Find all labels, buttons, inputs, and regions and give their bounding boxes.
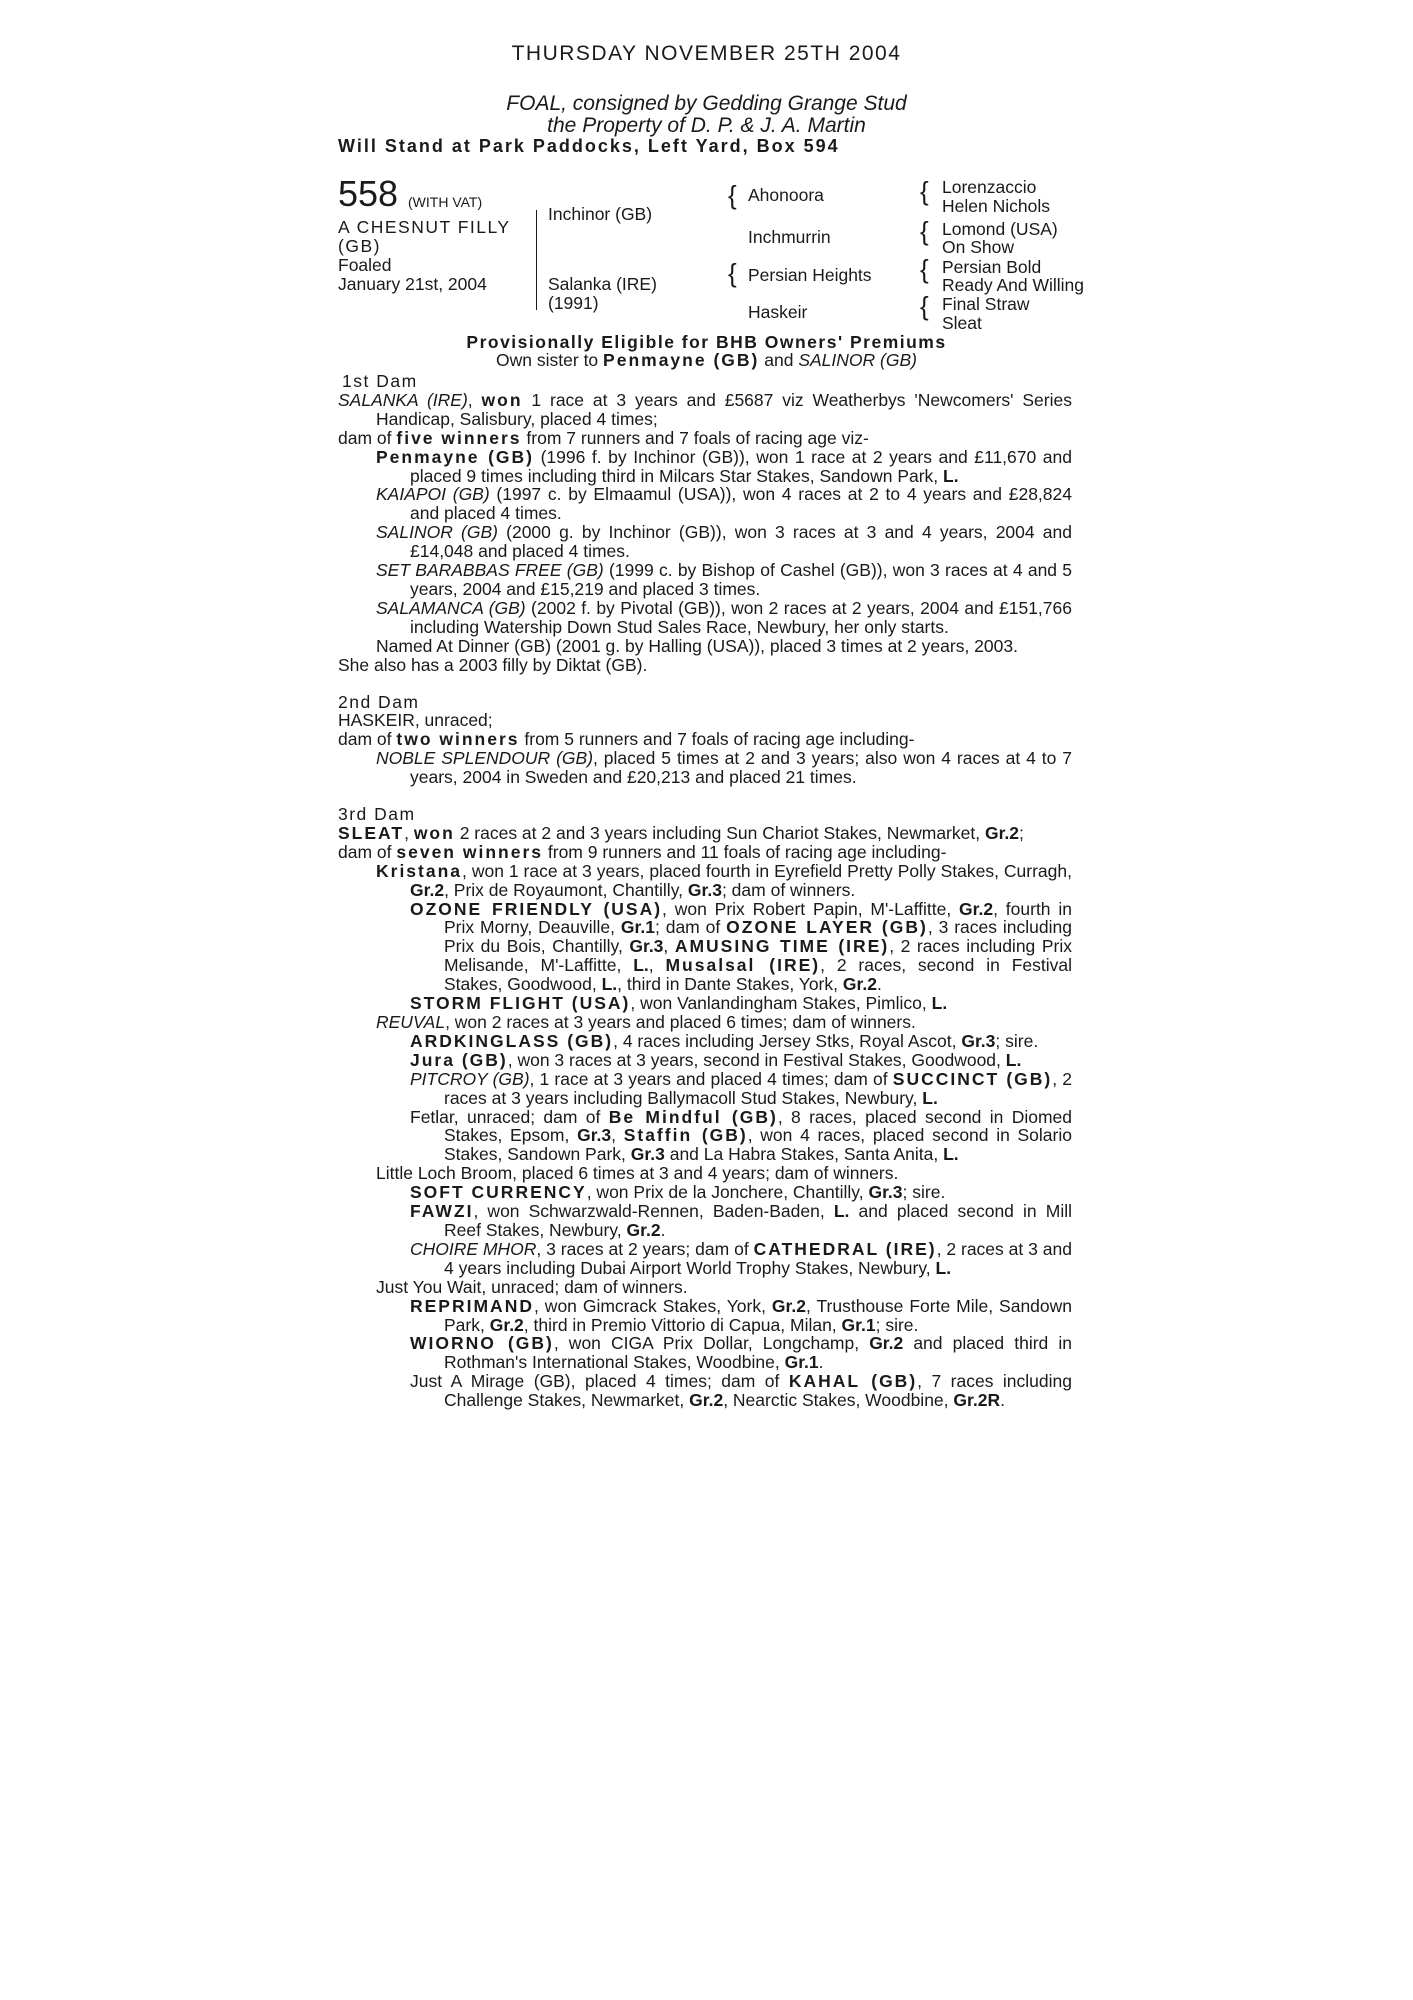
grade-mark: Gr.2 (869, 1333, 904, 1354)
produce-record: , 3 races at 2 years; dam of (536, 1238, 749, 1259)
produce-reprimand (338, 1297, 1072, 1335)
pedigree-dam: Salanka (IRE) (548, 274, 657, 294)
produce-penmayne (338, 448, 1072, 486)
produce-record: (1996 f. by Inchinor (GB)), won 1 race at 2 years and £11,670 and placed 9 times including third in Milcars Star Stakes, Sandown Park, (410, 446, 1072, 486)
first-dam-won: won (481, 389, 523, 410)
pedigree-brace-g2: { (920, 216, 929, 246)
produce-also: She also has a 2003 filly by Diktat (GB). (338, 654, 648, 675)
grade-mark: Gr.3 (577, 1125, 612, 1146)
consignor-line: FOAL, consigned by Gedding Grange Stud (506, 92, 907, 115)
produce-record: , won Prix de la Jonchere, Chantilly, (586, 1182, 864, 1203)
listed-mark: L. (601, 974, 618, 995)
produce-name: SUCCINCT (GB) (892, 1068, 1053, 1089)
listed-mark: L. (1005, 1049, 1022, 1070)
sister-prefix: Own sister to (496, 350, 599, 370)
third-dam-record: 2 races at 2 and 3 years including Sun Chariot Stakes, Newmarket, (459, 822, 981, 843)
grade-mark: Gr.2R (953, 1390, 1001, 1411)
produce-just-you-wait: Just You Wait, unraced; dam of winners. (376, 1276, 688, 1297)
listed-mark: L. (943, 465, 959, 486)
grade-mark: Gr.3 (629, 936, 664, 957)
produce-record: , won Vanlandingham Stakes, Pimlico, (630, 993, 927, 1014)
second-dam-intro: HASKEIR, unraced; (338, 710, 493, 731)
location-line: Will Stand at Park Paddocks, Left Yard, Box 594 (338, 136, 840, 156)
third-dam-name: SLEAT (338, 822, 405, 843)
produce-record: , Prix de Royaumont, Chantilly, (444, 879, 684, 900)
dam-of-text: from 5 runners and 7 foals of racing age including- (524, 729, 915, 750)
dam-of-text: from 7 runners and 7 foals of racing age viz- (526, 427, 869, 448)
produce-salamanca (338, 599, 1072, 637)
grade-mark: Gr.2 (689, 1390, 724, 1411)
produce-record: ; sire. (995, 1030, 1039, 1051)
produce-choire-mhor (338, 1240, 1072, 1278)
lot-number: 558 (338, 173, 399, 214)
dam-of-label: dam of (338, 841, 392, 862)
pedigree-dam-year: (1991) (548, 293, 599, 313)
produce-name: Jura (GB) (410, 1049, 508, 1070)
dam-of-label: dam of (338, 729, 392, 750)
produce-name: AMUSING TIME (IRE) (674, 936, 890, 957)
produce-name: OZONE FRIENDLY (USA) (410, 898, 663, 919)
lot-sex-colour: A CHESNUT FILLY (338, 217, 511, 237)
pedigree-bracket-gen1 (536, 210, 537, 310)
produce-soft-currency (338, 1183, 1072, 1202)
pedigree-dam-sire: Persian Heights (748, 265, 872, 285)
pedigree-g8: Sleat (942, 313, 982, 333)
third-dam-heading: 3rd Dam (338, 804, 416, 825)
sale-date: THURSDAY NOVEMBER 25TH 2004 (511, 42, 902, 65)
produce-record: and placed second in Mill Reef Stakes, Newbury, (444, 1201, 1072, 1240)
foaled-date: January 21st, 2004 (338, 274, 487, 294)
dam-sections (338, 372, 1072, 1410)
produce-record: , won Gimcrack Stakes, York, (533, 1295, 766, 1316)
produce-record: , 2 races at 3 and 4 years including Dubai Airport World Trophy Stakes, Newbury, (444, 1238, 1072, 1278)
produce-name: NOBLE SPLENDOUR (GB) (376, 748, 594, 769)
property-line: the Property of D. P. & J. A. Martin (547, 114, 866, 137)
produce-record: , 7 races including Challenge Stakes, Newmarket, (444, 1371, 1072, 1411)
produce-little-loch-broom: Little Loch Broom, placed 6 times at 3 and 4 years; dam of winners. (376, 1163, 899, 1184)
grade-mark: Gr.1 (784, 1352, 819, 1373)
grade-mark: Gr.2 (489, 1314, 524, 1335)
produce-name: WIORNO (GB) (410, 1333, 554, 1354)
pedigree-g7: Final Straw (942, 294, 1030, 314)
produce-name: KAHAL (GB) (788, 1371, 918, 1392)
pedigree-brace-sire: { (728, 180, 737, 210)
produce-record: , 1 race at 3 years and placed 4 times; dam of (529, 1068, 888, 1089)
own-sister-line (0, 350, 1413, 371)
first-dam-produce-summary (338, 429, 1072, 448)
produce-record: , 3 races including Prix du Bois, Chantilly, (444, 917, 1072, 957)
produce-record: , won Prix Robert Papin, M'-Laffitte, (662, 898, 952, 919)
produce-record: , won 3 races at 3 years, second in Festival Stakes, Goodwood, (507, 1049, 1001, 1070)
produce-record: ; sire. (875, 1314, 919, 1335)
winners-count: five winners (396, 427, 522, 448)
produce-record: , third in Dante Stakes, York, (617, 974, 838, 995)
produce-name: SALAMANCA (GB) (376, 597, 526, 618)
pedigree-g2: Helen Nichols (942, 196, 1050, 216)
second-dam-produce-summary (338, 730, 1072, 749)
pedigree-g6: Ready And Willing (942, 275, 1085, 295)
lot-vat: (WITH VAT) (408, 194, 483, 210)
pedigree-g4: On Show (942, 237, 1014, 257)
grade-mark: Gr.3 (868, 1182, 903, 1203)
listed-mark: L. (633, 955, 649, 976)
produce-name: CATHEDRAL (IRE) (753, 1238, 937, 1259)
produce-just-a-mirage: Just A Mirage (GB), placed 4 times; dam of KAHAL (GB), 7 races including Challenge Stakes, Newmarket, Gr.2, Nearctic Stakes, Woodbine, Gr.2R. (410, 1371, 1072, 1411)
produce-record: (1999 c. by Bishop of Cashel (GB)), won 3 races at 4 and 5 years, 2004 and £15,219 and placed 3 times. (410, 560, 1073, 599)
produce-record: (2002 f. by Pivotal (GB)), won 2 races at 2 years, 2004 and £151,766 including Watership Down Stud Sales Race, Newbury, her only starts. (410, 597, 1072, 637)
produce-record: ; dam of (654, 917, 721, 938)
produce-kaiapoi (338, 485, 1072, 523)
grade-mark: Gr.2 (959, 898, 994, 919)
produce-name: REPRIMAND (410, 1295, 534, 1316)
pedigree-g3: Lomond (USA) (942, 219, 1058, 239)
pedigree-sire-dam: Inchmurrin (748, 227, 831, 247)
produce-ardkinglass (338, 1032, 1072, 1051)
listed-mark: L. (943, 1144, 959, 1165)
grade-mark: Gr.2 (626, 1219, 661, 1240)
produce-record: , 2 races including Prix Melisande, M'-Laffitte, (444, 936, 1072, 976)
produce-record: , 2 races at 3 years including Ballymacoll Stud Stakes, Newbury, (444, 1068, 1072, 1108)
pedigree-brace-g4: { (920, 291, 929, 321)
produce-wiorno: WIORNO (GB), won CIGA Prix Dollar, Longchamp, Gr.2 and placed third in Rothman's International Stakes, Woodbine, Gr.1. (410, 1333, 1072, 1373)
punct: ; (1019, 822, 1024, 843)
produce-set-barabbas-free (338, 561, 1072, 599)
produce-jura (338, 1051, 1072, 1070)
grade-mark: Gr.1 (841, 1314, 876, 1335)
produce-name: Staffin (GB) (623, 1125, 748, 1146)
grade-mark: Gr.1 (620, 917, 655, 938)
produce-name: Musalsal (IRE) (665, 955, 821, 976)
pedigree-brace-dam: { (728, 258, 737, 288)
produce-noble-splendour (338, 749, 1072, 787)
produce-name: ARDKINGLASS (GB) (410, 1030, 614, 1051)
third-dam-intro: SLEAT, won 2 races at 2 and 3 years including Sun Chariot Stakes, Newmarket, Gr.2; (338, 822, 1024, 843)
produce-record: , won Schwarzwald-Rennen, Baden-Baden, (473, 1201, 825, 1222)
produce-name: Be Mindful (GB) (608, 1106, 778, 1127)
produce-name: PITCROY (GB) (410, 1068, 530, 1089)
pedigree-brace-g3: { (920, 254, 929, 284)
lot-country: (GB) (338, 236, 381, 256)
foaled-label: Foaled (338, 255, 392, 275)
produce-name: KAIAPOI (GB) (376, 484, 490, 505)
listed-mark: L. (931, 993, 948, 1014)
produce-record: and La Habra Stakes, Santa Anita, (669, 1144, 939, 1165)
produce-record: (1997 c. by Elmaamul (USA)), won 4 races at 2 to 4 years and £28,824 and placed 4 times. (410, 484, 1072, 524)
winners-count: two winners (396, 729, 520, 750)
produce-name: CHOIRE MHOR (410, 1238, 537, 1259)
produce-named-at-dinner: Named At Dinner (GB) (2001 g. by Halling (USA)), placed 3 times at 2 years, 2003. (376, 635, 1018, 656)
produce-pitcroy (338, 1070, 1072, 1108)
produce-record: , 4 races including Jersey Stks, Royal Ascot, (613, 1030, 957, 1051)
third-dam-produce-summary (338, 843, 1072, 862)
second-dam-heading: 2nd Dam (338, 691, 420, 712)
produce-name: Kristana (376, 860, 463, 881)
produce-name: SOFT CURRENCY (410, 1182, 587, 1203)
produce-record: , won 1 race at 3 years, placed fourth in Eyrefield Pretty Polly Stakes, Curragh, (462, 860, 1072, 881)
produce-record: and placed third in Rothman's International Stakes, Woodbine, (444, 1333, 1072, 1373)
grade-mark: Gr.2 (771, 1295, 806, 1316)
produce-record: , won 2 races at 3 years and placed 6 times; dam of winners. (445, 1012, 916, 1032)
produce-record: , 8 races, placed second in Diomed Stakes, Epsom, (444, 1106, 1072, 1146)
produce-record: , placed 5 times at 2 and 3 years; also won 4 races at 4 to 7 years, 2004 in Sweden and £20,213 and placed 21 times. (410, 748, 1073, 788)
produce-record: , Trusthouse Forte Mile, Sandown Park, (444, 1295, 1073, 1335)
dam-of-label: dam of (338, 427, 392, 448)
listed-mark: L. (833, 1201, 850, 1222)
produce-record: , won CIGA Prix Dollar, Longchamp, (553, 1333, 860, 1354)
pedigree-g1: Lorenzaccio (942, 177, 1037, 197)
listed-mark: L. (922, 1087, 938, 1108)
produce-record: (2000 g. by Inchinor (GB)), won 3 races at 3 and 4 years, 2004 and £14,048 and placed 4 times. (410, 522, 1072, 562)
pedigree-brace-g1: { (920, 176, 929, 206)
winners-count: seven winners (396, 841, 543, 862)
produce-record: Fetlar, unraced; dam of (410, 1106, 601, 1127)
produce-name: SALINOR (GB) (376, 522, 498, 543)
produce-fetlar: Fetlar, unraced; dam of Be Mindful (GB), 8 races, placed second in Diomed Stakes, Epsom, Gr.3, Staffin (GB), won 4 races, placed second in Solario Stakes, Sandown Park, Gr.3 and La Habra Stakes, Santa Anita, L. (410, 1106, 1072, 1165)
produce-name: SET BARABBAS FREE (GB) (376, 560, 604, 581)
produce-fawzi: FAWZI, won Schwarzwald-Rennen, Baden-Baden, L. and placed second in Mill Reef Stakes, Newbury, Gr.2. (410, 1201, 1072, 1240)
sister-and: and (764, 350, 794, 370)
first-dam-heading: 1st Dam (342, 371, 418, 391)
sister-name-1: Penmayne (GB) (603, 350, 760, 370)
listed-mark: L. (935, 1257, 952, 1278)
grade-mark: Gr.3 (630, 1144, 665, 1165)
produce-name: OZONE LAYER (GB) (726, 917, 928, 938)
produce-record: , won 4 races, placed second in Solario Stakes, Sandown Park, (444, 1125, 1072, 1165)
premiums-eligibility: Provisionally Eligible for BHB Owners' Premiums (466, 332, 947, 352)
pedigree-sire: Inchinor (GB) (548, 204, 653, 224)
produce-record: ; dam of winners. (721, 879, 856, 900)
produce-name: STORM FLIGHT (USA) (410, 993, 631, 1014)
first-dam-name: SALANKA (IRE) (338, 389, 468, 410)
produce-kristana (338, 862, 1072, 900)
produce-record: , third in Premio Vittorio di Capua, Milan, (523, 1314, 837, 1335)
produce-record: ; sire. (902, 1182, 946, 1203)
sister-name-2: SALINOR (GB) (798, 350, 917, 370)
produce-record: , Nearctic Stakes, Woodbine, (723, 1390, 949, 1411)
pedigree-g5: Persian Bold (942, 257, 1042, 277)
grade-mark: Gr.2 (842, 974, 877, 995)
lot-description (338, 218, 528, 294)
produce-salinor (338, 523, 1072, 561)
pedigree-dam-dam: Haskeir (748, 302, 808, 322)
produce-storm-flight (338, 994, 1072, 1013)
grade-mark: Gr.3 (687, 879, 722, 900)
grade-mark: Gr.3 (961, 1030, 996, 1051)
produce-ozone-friendly: OZONE FRIENDLY (USA), won Prix Robert Papin, M'-Laffitte, Gr.2, fourth in Prix Morny, Deauville, Gr.1; dam of OZONE LAYER (GB), 3 races including Prix du Bois, Chantilly, Gr.3, AMUSING TIME (IRE), 2 races including Prix Melisande, M'-Laffitte, L., Musalsal (IRE), 2 races, second in Festival Stakes, Goodwood, L., third in Dante Stakes, York, Gr.2. (410, 898, 1072, 995)
produce-name: REUVAL (376, 1012, 446, 1032)
grade-mark: Gr.2 (984, 822, 1020, 843)
produce-name: Penmayne (GB) (376, 446, 535, 467)
third-dam-won: won (413, 822, 455, 843)
produce-reuval (338, 1013, 1072, 1032)
produce-record: , 2 races, second in Festival Stakes, Goodwood, (444, 955, 1072, 995)
grade-mark: Gr.2 (410, 879, 445, 900)
first-dam-record: 1 race at 3 years and £5687 viz Weatherbys 'Newcomers' Series Handicap, Salisbury, placed 4 times; (376, 389, 1072, 429)
dam-of-text: from 9 runners and 11 foals of racing age including- (547, 841, 947, 862)
produce-name: FAWZI (410, 1201, 474, 1222)
first-dam-intro: SALANKA (IRE), won 1 race at 3 years and £5687 viz Weatherbys 'Newcomers' Series Handicap, Salisbury, placed 4 times; (338, 389, 1072, 429)
pedigree-sire-sire: Ahonoora (748, 185, 824, 205)
produce-record: Just A Mirage (GB), placed 4 times; dam of (410, 1371, 780, 1392)
produce-record: , fourth in Prix Morny, Deauville, (444, 898, 1072, 938)
